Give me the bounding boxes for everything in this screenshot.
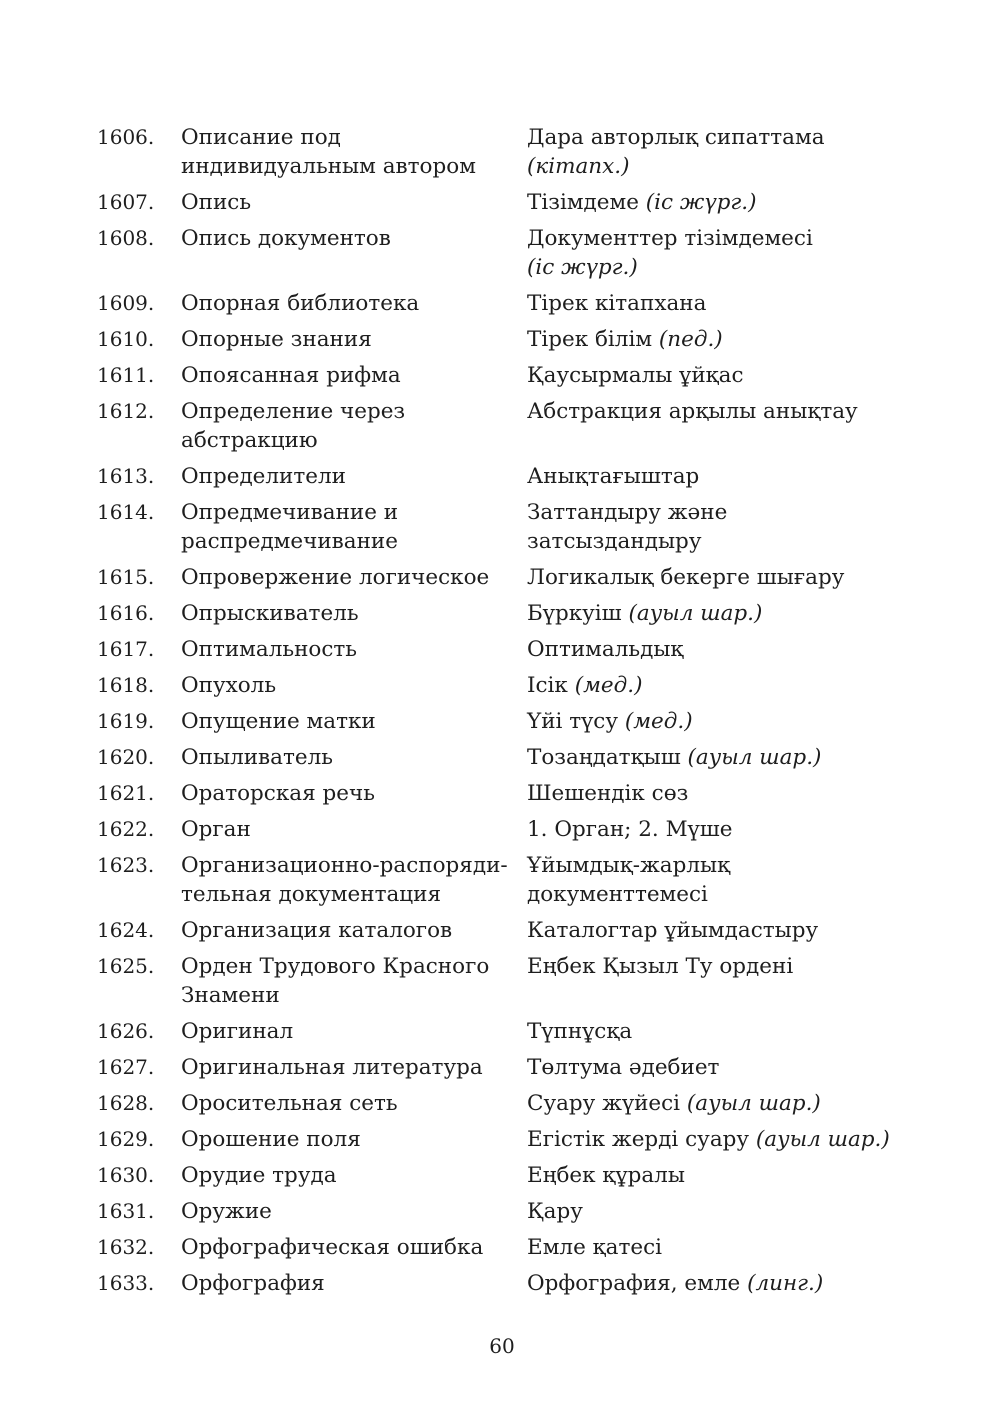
domain-note: (ауыл шар.) (687, 745, 822, 770)
dictionary-entry (97, 188, 897, 217)
russian-term: Орфографическая ошибка (181, 1235, 484, 1260)
kazakh-term: Емле қатесі (527, 1235, 663, 1260)
entry-number: 1625. (97, 954, 155, 978)
domain-note: (ауыл шар.) (628, 601, 763, 626)
entry-number: 1620. (97, 745, 155, 769)
dictionary-entry (97, 815, 897, 844)
kazakh-term: Егістік жерді суару (527, 1127, 756, 1152)
dictionary-entry (97, 1017, 897, 1046)
dictionary-entry-list (97, 123, 897, 1305)
dictionary-entry (97, 952, 897, 1010)
kazakh-translation (527, 563, 897, 592)
entry-number: 1629. (97, 1127, 155, 1151)
russian-term: Опущение матки (181, 709, 376, 734)
dictionary-entry (97, 1125, 897, 1154)
dictionary-entry (97, 224, 897, 282)
kazakh-term: Еңбек Қызыл Ту ордені (527, 954, 794, 979)
entry-number: 1624. (97, 918, 155, 942)
entry-number: 1608. (97, 226, 155, 250)
entry-number: 1631. (97, 1199, 155, 1223)
kazakh-translation (527, 635, 897, 664)
dictionary-entry (97, 707, 897, 736)
russian-term: Опоясанная рифма (181, 363, 401, 388)
russian-term: Организация каталогов (181, 918, 453, 943)
dictionary-entry (97, 462, 897, 491)
entry-number: 1614. (97, 500, 155, 524)
russian-term: Оптимальность (181, 637, 357, 662)
russian-term: Опорные знания (181, 327, 372, 352)
dictionary-entry (97, 916, 897, 945)
dictionary-entry (97, 1053, 897, 1082)
entry-number: 1610. (97, 327, 155, 351)
russian-term: Организационно-распоряди- тельная документация (181, 853, 508, 907)
entry-number: 1609. (97, 291, 155, 315)
entry-number: 1606. (97, 125, 155, 149)
entry-number: 1632. (97, 1235, 155, 1259)
entry-number: 1616. (97, 601, 155, 625)
kazakh-term: Каталогтар ұйымдастыру (527, 918, 819, 943)
entry-number: 1628. (97, 1091, 155, 1115)
kazakh-term: Тозаңдатқыш (527, 745, 688, 770)
kazakh-translation (527, 397, 897, 426)
domain-note: (ауыл шар.) (755, 1127, 890, 1152)
kazakh-term: Суару жүйесі (527, 1091, 687, 1116)
kazakh-translation (527, 289, 897, 318)
kazakh-translation (527, 1125, 897, 1154)
entry-number: 1607. (97, 190, 155, 214)
kazakh-translation (527, 1017, 897, 1046)
dictionary-entry (97, 851, 897, 909)
kazakh-translation (527, 916, 897, 945)
kazakh-translation (527, 325, 897, 354)
russian-term: Опись документов (181, 226, 391, 251)
kazakh-term: Логикалық бекерге шығару (527, 565, 845, 590)
russian-term: Определение через абстракцию (181, 399, 406, 453)
dictionary-entry (97, 1161, 897, 1190)
russian-term: Определители (181, 464, 346, 489)
entry-number: 1633. (97, 1271, 155, 1295)
kazakh-term: Үйі түсу (527, 709, 625, 734)
kazakh-translation (527, 815, 897, 844)
kazakh-translation (527, 123, 897, 181)
kazakh-term: Түпнұсқа (527, 1019, 633, 1044)
russian-term: Ораторская речь (181, 781, 375, 806)
russian-term: Описание под индивидуальным автором (181, 125, 476, 179)
entry-number: 1622. (97, 817, 155, 841)
kazakh-term: Тірек білім (527, 327, 659, 352)
dictionary-entry (97, 743, 897, 772)
kazakh-translation (527, 743, 897, 772)
page-number: 60 (489, 1334, 515, 1358)
kazakh-translation (527, 498, 897, 556)
kazakh-term: Тірек кітапхана (527, 291, 707, 316)
russian-term: Оригинал (181, 1019, 294, 1044)
entry-number: 1613. (97, 464, 155, 488)
russian-term: Опухоль (181, 673, 277, 698)
kazakh-translation (527, 851, 897, 909)
russian-term: Орфография (181, 1271, 325, 1296)
russian-term: Опрыскиватель (181, 601, 359, 626)
domain-note: (іс жүрг.) (527, 255, 638, 280)
russian-term: Орошение поля (181, 1127, 361, 1152)
kazakh-translation (527, 952, 897, 981)
domain-note: (линг.) (747, 1271, 824, 1296)
entry-number: 1615. (97, 565, 155, 589)
kazakh-term: Шешендік сөз (527, 781, 689, 806)
kazakh-term: Қаусырмалы ұйқас (527, 363, 744, 388)
russian-term: Опись (181, 190, 252, 215)
entry-number: 1627. (97, 1055, 155, 1079)
entry-number: 1623. (97, 853, 155, 877)
kazakh-term: Анықтағыштар (527, 464, 700, 489)
kazakh-term: Документтер тізімдемесі (527, 226, 813, 251)
kazakh-translation (527, 1053, 897, 1082)
dictionary-entry (97, 635, 897, 664)
kazakh-translation (527, 779, 897, 808)
kazakh-translation (527, 188, 897, 217)
dictionary-entry (97, 361, 897, 390)
russian-term: Опорная библиотека (181, 291, 420, 316)
kazakh-term: Еңбек құралы (527, 1163, 685, 1188)
russian-term: Оросительная сеть (181, 1091, 398, 1116)
entry-number: 1619. (97, 709, 155, 733)
dictionary-entry (97, 599, 897, 628)
dictionary-entry (97, 498, 897, 556)
dictionary-entry (97, 123, 897, 181)
kazakh-translation (527, 1161, 897, 1190)
kazakh-translation (527, 671, 897, 700)
kazakh-translation (527, 1089, 897, 1118)
kazakh-translation (527, 707, 897, 736)
kazakh-translation (527, 224, 897, 282)
kazakh-term: Бүркуіш (527, 601, 629, 626)
kazakh-term: 1. Орган; 2. Мүше (527, 817, 733, 842)
kazakh-term: Оптимальдық (527, 637, 684, 662)
dictionary-entry (97, 289, 897, 318)
entry-number: 1626. (97, 1019, 155, 1043)
kazakh-translation (527, 361, 897, 390)
dictionary-entry (97, 1233, 897, 1262)
kazakh-translation (527, 1233, 897, 1262)
dictionary-entry (97, 397, 897, 455)
dictionary-entry (97, 671, 897, 700)
dictionary-entry (97, 325, 897, 354)
kazakh-term: Заттандыру және затсыздандыру (527, 500, 728, 554)
kazakh-term: Қару (527, 1199, 583, 1224)
dictionary-entry (97, 1197, 897, 1226)
kazakh-term: Орфография, емле (527, 1271, 748, 1296)
domain-note: (пед.) (658, 327, 723, 352)
russian-term: Опровержение логическое (181, 565, 490, 590)
entry-number: 1630. (97, 1163, 155, 1187)
russian-term: Опыливатель (181, 745, 333, 770)
kazakh-translation (527, 1269, 897, 1298)
kazakh-term: Ісік (527, 673, 575, 698)
kazakh-term: Ұйымдық-жарлық документтемесі (527, 853, 731, 907)
kazakh-translation (527, 462, 897, 491)
entry-number: 1617. (97, 637, 155, 661)
russian-term: Оригинальная литература (181, 1055, 483, 1080)
entry-number: 1618. (97, 673, 155, 697)
domain-note: (мед.) (574, 673, 643, 698)
russian-term: Орган (181, 817, 251, 842)
kazakh-translation (527, 1197, 897, 1226)
kazakh-term: Дара авторлық сипаттама (527, 125, 825, 150)
kazakh-translation (527, 599, 897, 628)
kazakh-term: Төлтума әдебиет (527, 1055, 720, 1080)
dictionary-entry (97, 1089, 897, 1118)
kazakh-term: Абстракция арқылы анықтау (527, 399, 858, 424)
entry-number: 1611. (97, 363, 155, 387)
dictionary-entry (97, 1269, 897, 1298)
russian-term: Орден Трудового Красного Знамени (181, 954, 490, 1008)
entry-number: 1621. (97, 781, 155, 805)
dictionary-entry (97, 563, 897, 592)
domain-note: (іс жүрг.) (645, 190, 757, 215)
kazakh-term: Тізімдеме (527, 190, 646, 215)
domain-note: (мед.) (624, 709, 693, 734)
domain-note: (ауыл шар.) (686, 1091, 821, 1116)
entry-number: 1612. (97, 399, 155, 423)
russian-term: Орудие труда (181, 1163, 337, 1188)
dictionary-entry (97, 779, 897, 808)
russian-term: Опредмечивание и распредмечивание (181, 500, 399, 554)
domain-note: (кітапх.) (527, 154, 630, 179)
russian-term: Оружие (181, 1199, 272, 1224)
